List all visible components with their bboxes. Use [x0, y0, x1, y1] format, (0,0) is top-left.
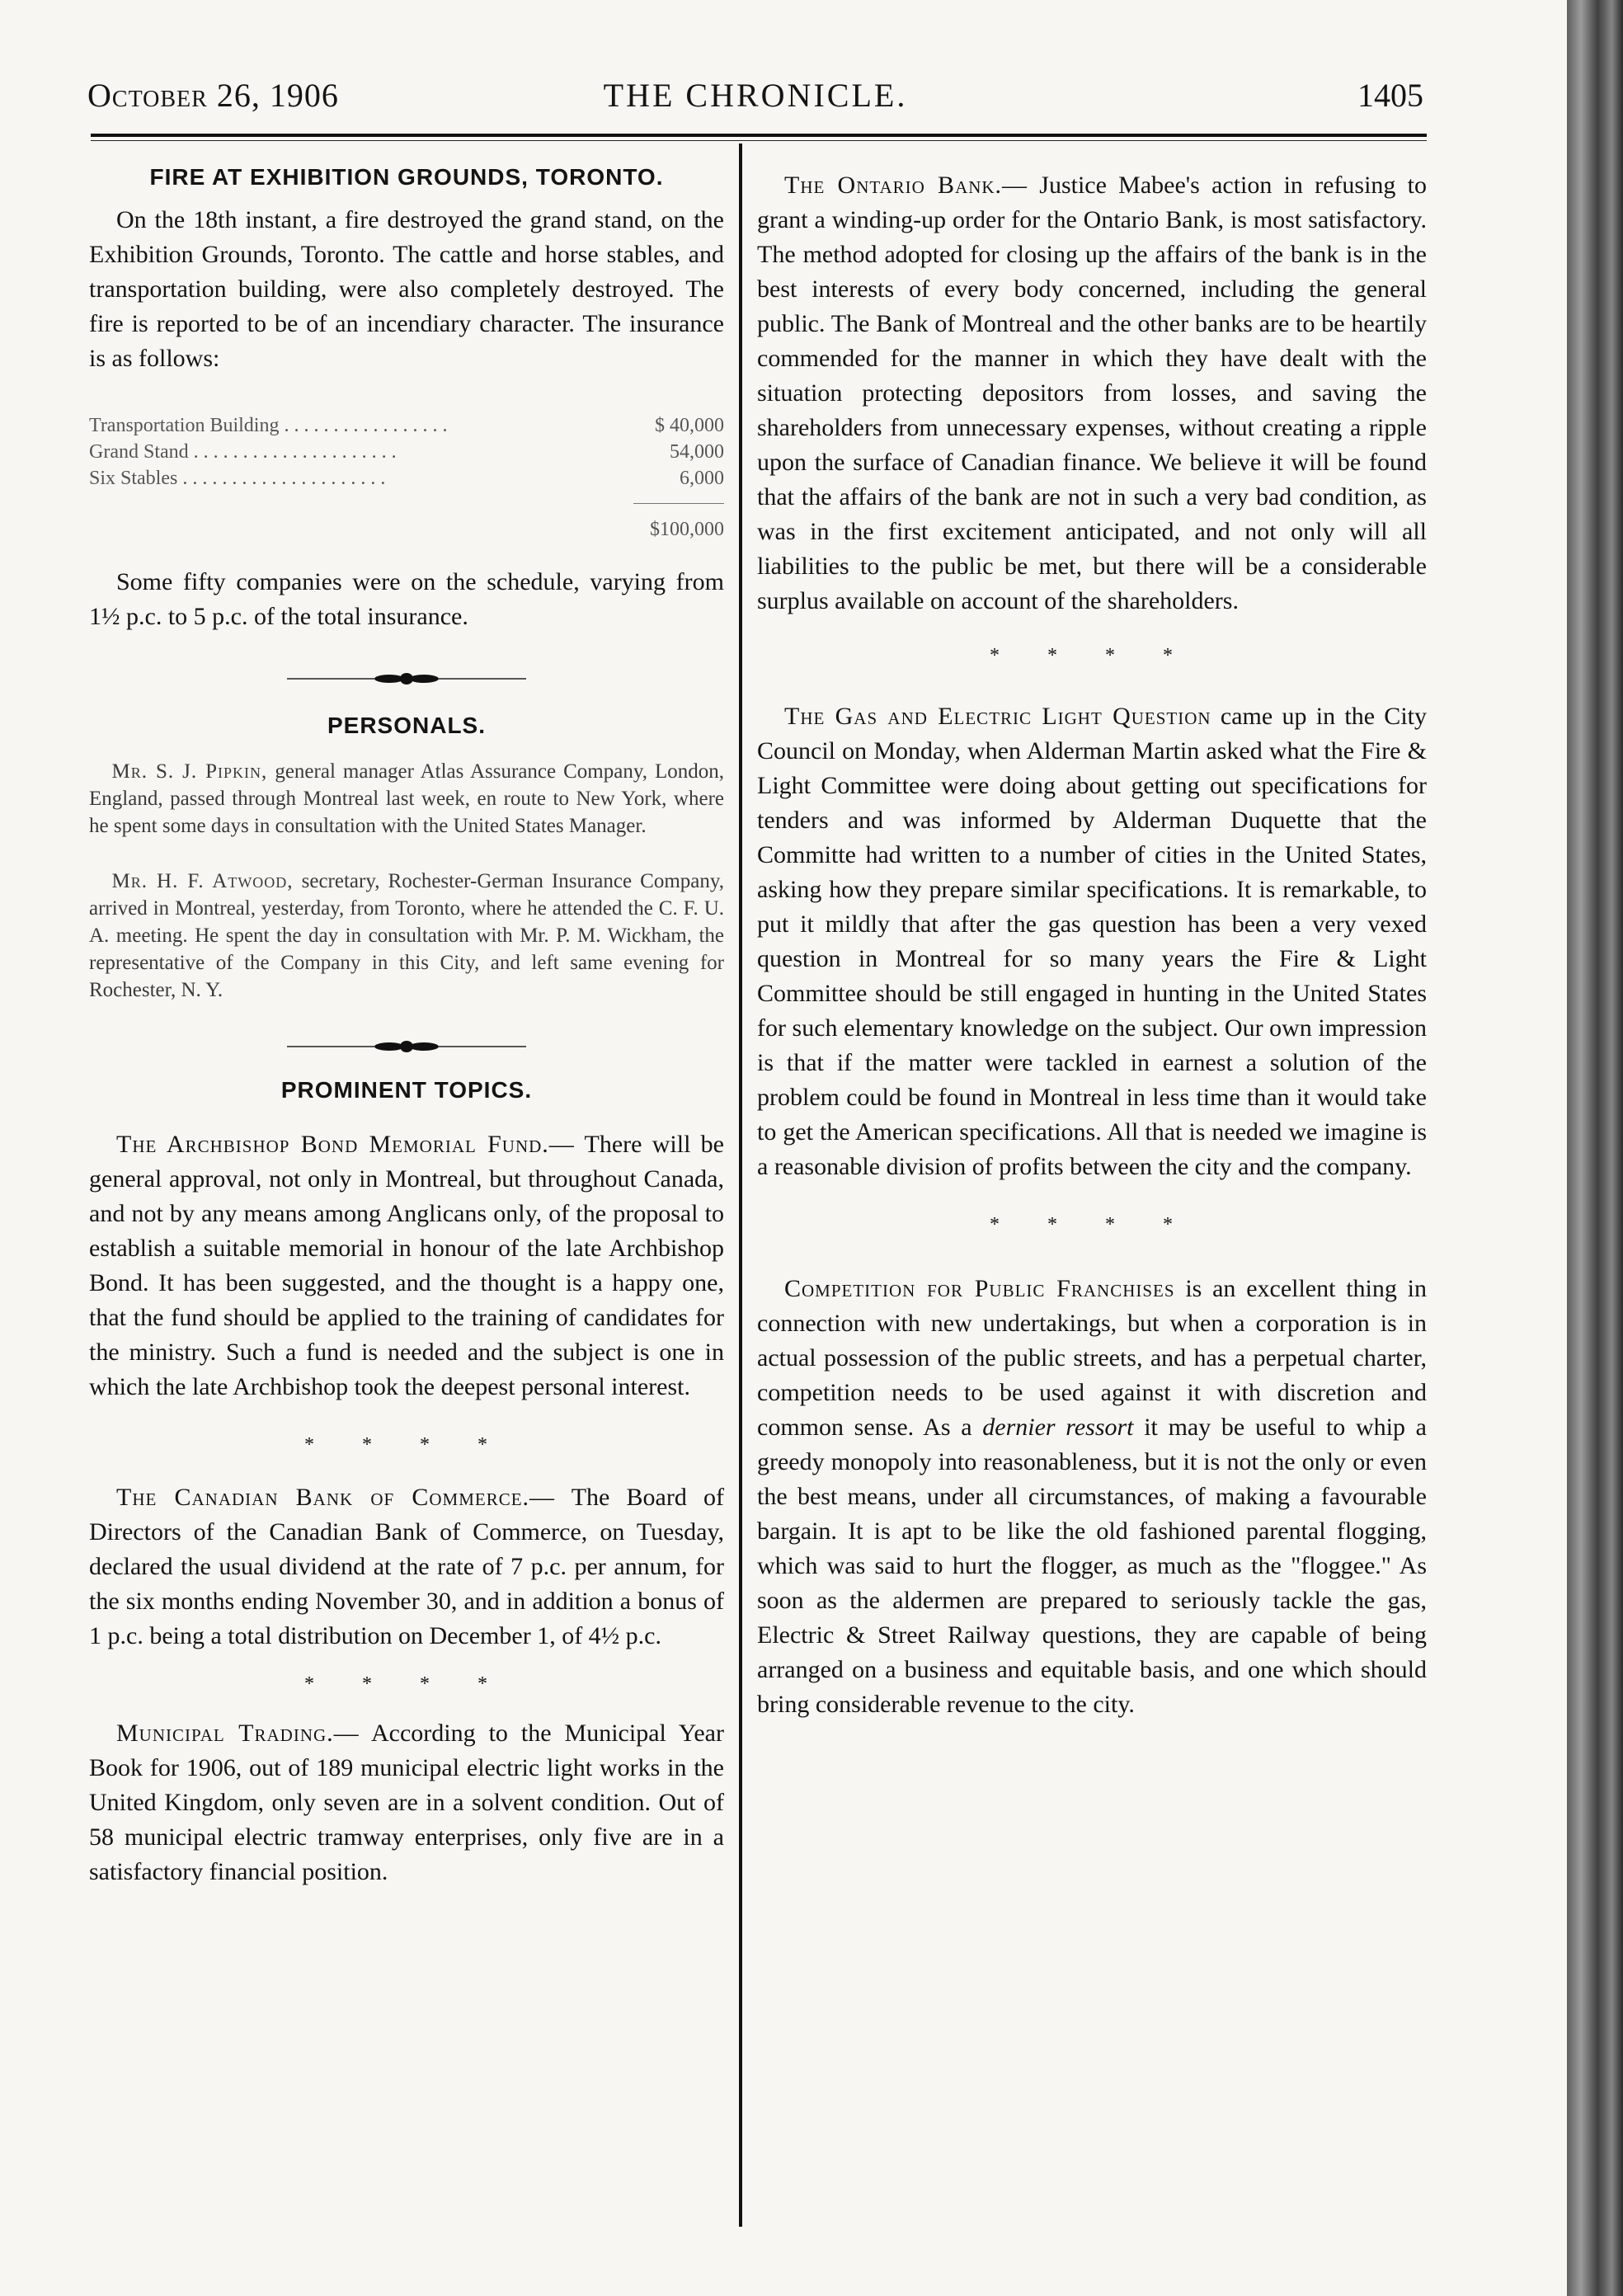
prominent-topics-heading: PROMINENT TOPICS.: [280, 1077, 533, 1103]
personals-heading: PERSONALS.: [327, 713, 487, 738]
section-separator: * * * *: [304, 1673, 509, 1695]
topic-paragraph: The Canadian Bank of Commerce.— The Board of Directors of the Canadian Bank of Commerce, on Tuesday, declared the usual dividend at the rate of 7 p.c. per annum, for the six months ending November 30, and in addition a bonus of 1 p.c. being a total distribution on December 1, of 4½ p.c.: [89, 1484, 724, 1649]
column-divider: [739, 144, 742, 2227]
page-number: 1405: [1357, 77, 1423, 114]
insurance-label: Six Stables . . . . . . . . . . . . . . . . . . . . .: [89, 468, 386, 489]
topic-paragraph: Municipal Trading.— According to the Municipal Year Book for 1906, out of 189 municipal electric light works in the United Kingdom, only seven are in a solvent condition. Out of 58 municipal electric tramway enterprises, only five are in a satisfactory financial position.: [89, 1720, 724, 1885]
issue-date: October 26, 1906: [87, 77, 339, 114]
table-row: [89, 465, 724, 492]
insurance-amount: 54,000: [670, 441, 724, 463]
header-rule-thick: [91, 134, 1427, 137]
left-column: [89, 153, 724, 1889]
publication-title: THE CHRONICLE.: [603, 77, 908, 114]
table-row: [89, 412, 724, 439]
insurance-label: Transportation Building . . . . . . . . . . . . . . . . .: [89, 415, 448, 436]
fire-article-heading: FIRE AT EXHIBITION GROUNDS, TORONTO.: [149, 164, 664, 190]
personal-item: Mr. S. J. Pipkin, general manager Atlas Assurance Company, London, England, passed through Montreal last week, en route to New York, where he spent some days in consultation with the United States Manager.: [89, 760, 725, 837]
section-separator: * * * *: [304, 1434, 509, 1456]
personal-item: Mr. H. F. Atwood, secretary, Rochester-German Insurance Company, arrived in Montreal, yesterday, from Toronto, where he attended the C. F. U. A. meeting. He spent the day in consultation with Mr. P. M. Wickham, the representative of the Company in this City, and left same evening for Rochester, N. Y.: [89, 870, 725, 1001]
page-header: [87, 76, 1423, 125]
insurance-amount: $ 40,000: [655, 415, 724, 436]
right-column: [757, 153, 1427, 1722]
personals-section: [89, 758, 724, 1004]
header-rule-thin: [91, 140, 1427, 141]
book-binding-edge: [1567, 0, 1623, 2296]
insurance-amount: 6,000: [680, 468, 724, 489]
topic-paragraph: The Gas and Electric Light Question came up in the City Council on Monday, when Alderman Martin asked what the Fire & Light Committee were doing about getting out specifications for tenders and was informed by Alderman Duquette that the Committe had written to a number of cities in the United States, asking how they prepare similar specifications. It is remarkable, to put it mildly that after the gas question has been a very vexed question in Montreal for so many years the Fire & Light Committee should be still engaged in hunting in the United States for such elementary knowledge on the subject. Our own impression is that if the matter were tackled in earnest a solution of the problem could be found in Montreal in less time than it would take to get the American specifications. All that is needed we imagine is a reasonable division of profits between the city and the company.: [757, 703, 1427, 1180]
insurance-table: [89, 412, 724, 492]
total-rule: [633, 503, 724, 504]
ornament-divider: [287, 1038, 526, 1055]
ornament-divider: [287, 670, 526, 687]
topic-paragraph: Competition for Public Franchises is an excellent thing in connection with new undertakings, but when a corporation is in actual possession of the public streets, and has a perpetual charter, competition needs to be used against it with discretion and common sense. As a dernier ressort it may be useful to whip a greedy monopoly into reasonableness, but it is not the only or even the best means, under all circumstances, of making a favourable bargain. It is apt to be like the old fashioned parental flogging, which was said to hurt the flogger, as much as the "floggee." As soon as the aldermen are prepared to seriously tackle the gas, Electric & Street Railway questions, they are capable of being arranged on a business and equitable basis, and one which should bring considerable revenue to the city.: [757, 1275, 1428, 1718]
fire-article-closing: Some fifty companies were on the schedule, varying from 1½ p.c. to 5 p.c. of the total insurance.: [89, 568, 724, 630]
insurance-label: Grand Stand . . . . . . . . . . . . . . . . . . . . .: [89, 441, 397, 463]
section-separator: * * * *: [990, 1214, 1194, 1235]
table-row: [89, 439, 724, 465]
section-separator: * * * *: [990, 645, 1194, 666]
topic-paragraph: The Ontario Bank.— Justice Mabee's action in refusing to grant a winding-up order for the Ontario Bank, is most satisfactory. The method adopted for closing up the affairs of the bank is in the best interests of every body concerned, including the general public. The Bank of Montreal and the other banks are to be heartily commended for the manner in which they have dealt with the situation protecting depositors from losses, and saving the shareholders from unnecessary expenses, without creating a ripple upon the surface of Canadian finance. We believe it will be found that the affairs of the bank are not in such a very bad condition, as was in the first excitement anticipated, and not only will all liabilities to the public be met, but there will be a considerable surplus available on account of the shareholders.: [757, 172, 1427, 614]
fire-article-body: On the 18th instant, a fire destroyed the grand stand, on the Exhibition Grounds, Toronto. The cattle and horse stables, and transportation building, were also completely destroyed. The fire is reported to be of an incendiary character. The insurance is as follows:: [89, 206, 724, 372]
insurance-total: $100,000: [650, 519, 724, 540]
topic-paragraph: The Archbishop Bond Memorial Fund.— There will be general approval, not only in Montreal, but throughout Canada, and not by any means among Anglicans only, of the proposal to establish a suitable memorial in honour of the late Archbishop Bond. It has been suggested, and the thought is a happy one, that the fund should be applied to the training of candidates for the ministry. Such a fund is needed and the subject is one in which the late Archbishop took the deepest personal interest.: [89, 1131, 724, 1400]
